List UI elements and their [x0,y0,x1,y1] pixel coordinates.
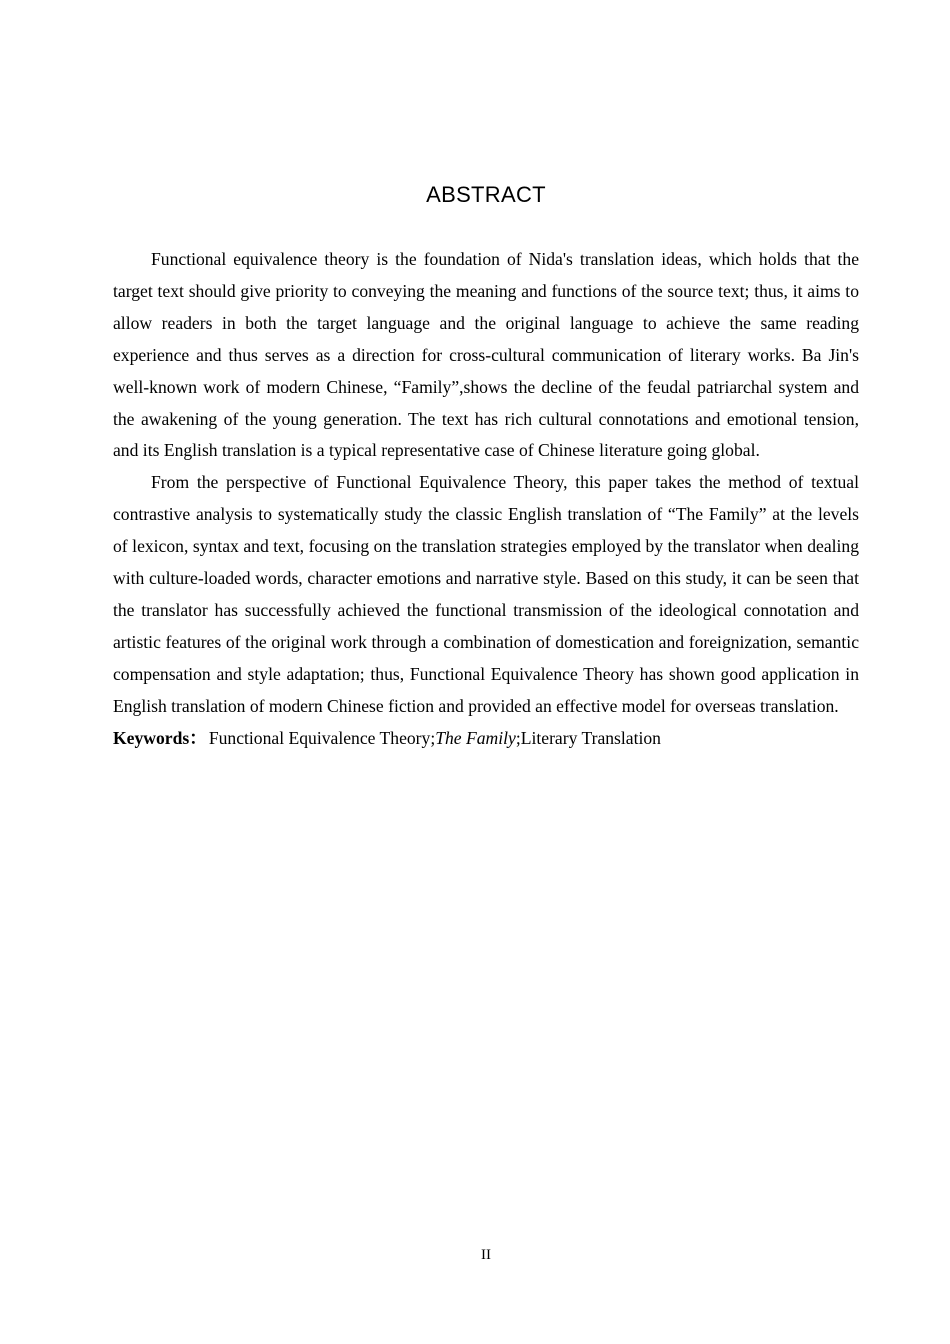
keywords-line [113,723,859,755]
keyword-literary-translation: ;Literary Translation [515,727,661,748]
abstract-title: ABSTRACT [426,182,546,207]
keywords-separator: ： [189,727,207,748]
abstract-body [113,244,859,755]
keyword-functional-equivalence: Functional Equivalence Theory; [208,727,436,748]
keywords-label: Keywords [113,727,190,748]
abstract-paragraph-2: From the perspective of Functional Equivalence Theory, this paper takes the method of textual contrastive analysis to systematically study the classic English translation of “The Family” at the levels of lexicon, syntax and text, focusing on the translation strategies employed by the translator when dealing with culture-loaded words, character emotions and narrative style. Based on this study, it can be seen that the translator has successfully achieved the functional transmission of the ideological connotation and artistic features of the original work through a combination of domestication and foreignization, semantic compensation and style adaptation; thus, Functional Equivalence Theory has shown good application in English translation of modern Chinese fiction and provided an effective model for overseas translation. [113,472,859,716]
keyword-the-family: The Family [435,727,516,748]
page-number: II [481,1247,491,1263]
abstract-paragraph-1: Functional equivalence theory is the foundation of Nida's translation ideas, which holds that the target text should give priority to conveying the meaning and functions of the source text; thus, it aims to allow readers in both the target language and the original language to achieve the same reading experience and thus serves as a direction for cross-cultural communication of literary works. Ba Jin's well-known work of modern Chinese, “Family”,shows the decline of the feudal patriarchal system and the awakening of the young generation. The text has rich cultural connotations and emotional tension, and its English translation is a typical representative case of Chinese literature going global. [113,249,859,461]
